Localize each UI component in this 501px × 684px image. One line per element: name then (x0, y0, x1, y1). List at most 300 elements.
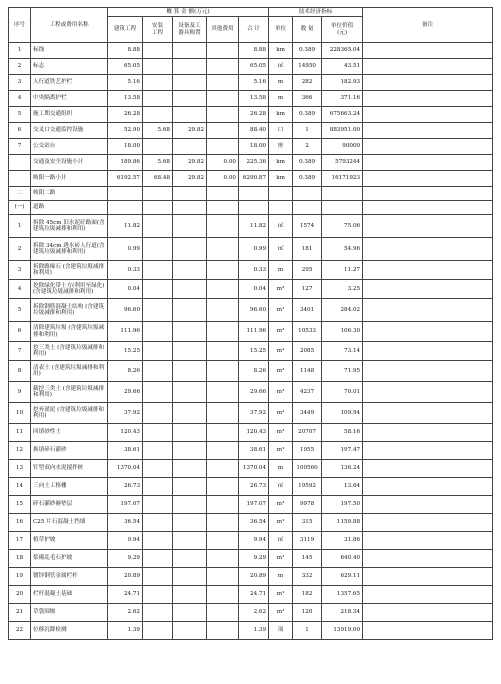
equipment-cell (173, 361, 207, 382)
other-cell (207, 514, 239, 532)
equipment-cell (173, 59, 207, 75)
name-cell: 钉型双向水泥搅拌桩 (31, 460, 108, 478)
unit-value-cell: 70.01 (322, 382, 363, 403)
remark-cell (363, 139, 493, 155)
unit-cell: m (269, 568, 293, 586)
unit-value-cell: 43.51 (322, 59, 363, 75)
installation-cell (143, 299, 173, 322)
other-cell (207, 568, 239, 586)
remark-cell (363, 460, 493, 478)
unit-value-cell: 106.30 (322, 322, 363, 342)
quantity-cell: 19592 (293, 478, 322, 496)
total-cell: 88.40 (239, 123, 269, 139)
construction-cell: 8.26 (108, 361, 143, 382)
equipment-cell (173, 622, 207, 640)
seq-cell (9, 171, 31, 187)
equipment-cell (173, 496, 207, 514)
remark-cell (363, 238, 493, 261)
unit-cell: m³ (269, 514, 293, 532)
seq-cell: 6 (9, 322, 31, 342)
equipment-cell (173, 442, 207, 460)
seq-cell: 21 (9, 604, 31, 622)
remark-cell (363, 187, 493, 201)
quantity-cell: 3449 (293, 403, 322, 424)
equipment-cell (173, 215, 207, 238)
quantity-cell: 0.389 (293, 107, 322, 123)
remark-cell (363, 155, 493, 171)
equipment-cell (173, 342, 207, 361)
installation-cell (143, 550, 173, 568)
table-row (9, 424, 493, 442)
unit-cell: ㎡ (269, 59, 293, 75)
total-cell: 225.36 (239, 155, 269, 171)
construction-cell: 26.73 (108, 478, 143, 496)
table-row (9, 139, 493, 155)
installation-cell (143, 59, 173, 75)
construction-cell: 18.00 (108, 139, 143, 155)
equipment-cell: 29.82 (173, 171, 207, 187)
remark-cell (363, 442, 493, 460)
construction-cell: 26.28 (108, 107, 143, 123)
other-cell (207, 460, 239, 478)
equipment-cell (173, 460, 207, 478)
table-row (9, 201, 493, 215)
header-installation: 安装 工程 (143, 17, 173, 43)
unit-cell: ㎡ (269, 532, 293, 550)
other-cell (207, 187, 239, 201)
seq-cell: 16 (9, 514, 31, 532)
header-indicator-group: 技术经济指标 (269, 8, 363, 17)
quantity-cell: 2085 (293, 342, 322, 361)
installation-cell: 5.68 (143, 123, 173, 139)
equipment-cell (173, 201, 207, 215)
unit-cell: m³ (269, 382, 293, 403)
total-cell: 1370.04 (239, 460, 269, 478)
unit-value-cell: 58.16 (322, 424, 363, 442)
total-cell: 111.96 (239, 322, 269, 342)
remark-cell (363, 361, 493, 382)
name-cell: 拆除钢筋混凝土结构 (含建筑垃圾减排和利用) (31, 299, 108, 322)
installation-cell: 5.68 (143, 155, 173, 171)
equipment-cell (173, 299, 207, 322)
header-total: 合 计 (239, 17, 269, 43)
remark-cell (363, 382, 493, 403)
quantity-cell: 1148 (293, 361, 322, 382)
seq-cell: 4 (9, 91, 31, 107)
header-budget-group: 概 算 金 额(万元) (108, 8, 269, 17)
unit-value-cell: 284.02 (322, 299, 363, 322)
total-cell: 15.25 (239, 342, 269, 361)
name-cell: 交通及安全设施小计 (31, 155, 108, 171)
remark-cell (363, 514, 493, 532)
quantity-cell: 315 (293, 514, 322, 532)
unit-value-cell (322, 187, 363, 201)
name-cell: 挖弃淤泥 (含建筑垃圾减排和利用) (31, 403, 108, 424)
name-cell: 镀锌钢管金属栏杆 (31, 568, 108, 586)
other-cell: 0.00 (207, 171, 239, 187)
other-cell (207, 139, 239, 155)
other-cell (207, 442, 239, 460)
unit-cell: m³ (269, 280, 293, 299)
other-cell (207, 496, 239, 514)
installation-cell (143, 187, 173, 201)
seq-cell: 7 (9, 342, 31, 361)
total-cell: 9.94 (239, 532, 269, 550)
name-cell: 中央隔离护栏 (31, 91, 108, 107)
unit-value-cell: 1159.88 (322, 514, 363, 532)
unit-cell: km (269, 155, 293, 171)
remark-cell (363, 201, 493, 215)
table-row (9, 550, 493, 568)
quantity-cell: 0.389 (293, 171, 322, 187)
seq-cell: 20 (9, 586, 31, 604)
quantity-cell: 127 (293, 280, 322, 299)
other-cell (207, 261, 239, 280)
equipment-cell (173, 261, 207, 280)
total-cell: 26.73 (239, 478, 269, 496)
budget-table (8, 7, 493, 640)
equipment-cell (173, 107, 207, 123)
header-unit-value: 单位价值 (元) (322, 17, 363, 43)
other-cell (207, 299, 239, 322)
unit-cell (269, 187, 293, 201)
name-cell: 交叉口交通监控设施 (31, 123, 108, 139)
other-cell (207, 91, 239, 107)
total-cell: 96.60 (239, 299, 269, 322)
name-cell: 施工期交通组织 (31, 107, 108, 123)
unit-cell: m (269, 261, 293, 280)
table-row (9, 568, 493, 586)
name-cell: 公交站台 (31, 139, 108, 155)
construction-cell: 189.86 (108, 155, 143, 171)
quantity-cell: 3119 (293, 532, 322, 550)
equipment-cell (173, 91, 207, 107)
remark-cell (363, 550, 493, 568)
total-cell: 20.89 (239, 568, 269, 586)
unit-value-cell: 5793244 (322, 155, 363, 171)
other-cell (207, 532, 239, 550)
installation-cell (143, 280, 173, 299)
seq-cell: 11 (9, 424, 31, 442)
table-row (9, 107, 493, 123)
table-row (9, 280, 493, 299)
construction-cell: 36.54 (108, 514, 143, 532)
installation-cell (143, 514, 173, 532)
installation-cell (143, 91, 173, 107)
unit-value-cell: 883951.00 (322, 123, 363, 139)
remark-cell (363, 299, 493, 322)
unit-cell (269, 201, 293, 215)
total-cell: 120.43 (239, 424, 269, 442)
name-cell: 截挖三类土 (含建筑垃圾减排和利用) (31, 382, 108, 403)
construction-cell: 38.61 (108, 442, 143, 460)
unit-cell: m³ (269, 403, 293, 424)
unit-cell: m (269, 91, 293, 107)
unit-cell: m³ (269, 442, 293, 460)
construction-cell: 197.07 (108, 496, 143, 514)
table-row (9, 91, 493, 107)
equipment-cell (173, 478, 207, 496)
unit-value-cell: 228365.04 (322, 43, 363, 59)
table-row (9, 403, 493, 424)
equipment-cell (173, 568, 207, 586)
name-cell: 换填碎石灌砂 (31, 442, 108, 460)
equipment-cell (173, 280, 207, 299)
seq-cell: 3 (9, 75, 31, 91)
table-row (9, 299, 493, 322)
table-row (9, 586, 493, 604)
equipment-cell: 29.82 (173, 123, 207, 139)
total-cell: 38.61 (239, 442, 269, 460)
unit-value-cell: 71.95 (322, 361, 363, 382)
header-row-top (9, 8, 493, 17)
unit-cell: km (269, 107, 293, 123)
remark-cell (363, 43, 493, 59)
unit-cell: m³ (269, 424, 293, 442)
equipment-cell: 29.82 (173, 155, 207, 171)
name-cell: 拆除 45cm 旧水泥砼路面(含建筑垃圾减排和利用) (31, 215, 108, 238)
header-other: 其他费用 (207, 17, 239, 43)
unit-cell: 座 (269, 139, 293, 155)
table-row (9, 342, 493, 361)
name-cell: 岐阳一路小计 (31, 171, 108, 187)
total-cell: 1.39 (239, 622, 269, 640)
unit-value-cell: 182.93 (322, 75, 363, 91)
seq-cell: 12 (9, 442, 31, 460)
remark-cell (363, 424, 493, 442)
other-cell (207, 215, 239, 238)
seq-cell: 1 (9, 43, 31, 59)
seq-cell: 10 (9, 403, 31, 424)
construction-cell: 1370.04 (108, 460, 143, 478)
seq-cell: 7 (9, 139, 31, 155)
total-cell: 36.54 (239, 514, 269, 532)
other-cell (207, 550, 239, 568)
unit-cell: km (269, 43, 293, 59)
installation-cell (143, 382, 173, 403)
name-cell: 标线 (31, 43, 108, 59)
seq-cell: 19 (9, 568, 31, 586)
quantity-cell: 0.389 (293, 43, 322, 59)
quantity-cell: 332 (293, 568, 322, 586)
table-row (9, 514, 493, 532)
header-unit: 单位 (269, 17, 293, 43)
unit-cell: m (269, 460, 293, 478)
seq-cell: 4 (9, 280, 31, 299)
unit-cell: m³ (269, 496, 293, 514)
name-cell: 回填砂性土 (31, 424, 108, 442)
unit-cell: ㎡ (269, 238, 293, 261)
total-cell (239, 201, 269, 215)
quantity-cell: 366 (293, 91, 322, 107)
quantity-cell: 0.389 (293, 155, 322, 171)
installation-cell (143, 238, 173, 261)
header-seq: 序号 (9, 8, 31, 43)
table-row (9, 171, 493, 187)
total-cell: 65.05 (239, 59, 269, 75)
table-row (9, 322, 493, 342)
other-cell (207, 361, 239, 382)
unit-value-cell: 629.11 (322, 568, 363, 586)
other-cell (207, 322, 239, 342)
unit-value-cell: 11.27 (322, 261, 363, 280)
name-cell: 清表土 (含建筑垃圾减排和利用) (31, 361, 108, 382)
table-row (9, 532, 493, 550)
construction-cell: 11.82 (108, 215, 143, 238)
equipment-cell (173, 550, 207, 568)
unit-value-cell: 54.96 (322, 238, 363, 261)
other-cell (207, 107, 239, 123)
name-cell: 栏杆混凝土基础 (31, 586, 108, 604)
quantity-cell: 14950 (293, 59, 322, 75)
construction-cell: 20.89 (108, 568, 143, 586)
construction-cell: 15.25 (108, 342, 143, 361)
table-row (9, 478, 493, 496)
seq-cell: 13 (9, 460, 31, 478)
total-cell: 29.66 (239, 382, 269, 403)
name-cell: C25 片石混凝土挡墙 (31, 514, 108, 532)
name-cell: 拆除路缘石 (含建筑垃圾减排和利用) (31, 261, 108, 280)
other-cell (207, 43, 239, 59)
name-cell: 人行道铁艺护栏 (31, 75, 108, 91)
name-cell: 植草护坡 (31, 532, 108, 550)
unit-cell: m³ (269, 322, 293, 342)
unit-value-cell: 640.40 (322, 550, 363, 568)
total-cell: 24.71 (239, 586, 269, 604)
table-row (9, 622, 493, 640)
total-cell: 8.88 (239, 43, 269, 59)
other-cell (207, 622, 239, 640)
total-cell: 0.33 (239, 261, 269, 280)
total-cell: 8.26 (239, 361, 269, 382)
installation-cell (143, 604, 173, 622)
quantity-cell: 1 (293, 123, 322, 139)
construction-cell (108, 187, 143, 201)
equipment-cell (173, 238, 207, 261)
table-row (9, 460, 493, 478)
unit-value-cell: 218.34 (322, 604, 363, 622)
remark-cell (363, 322, 493, 342)
construction-cell: 8.88 (108, 43, 143, 59)
quantity-cell: 1574 (293, 215, 322, 238)
remark-cell (363, 107, 493, 123)
other-cell: 0.00 (207, 155, 239, 171)
installation-cell (143, 478, 173, 496)
quantity-cell: 282 (293, 75, 322, 91)
quantity-cell: 1955 (293, 442, 322, 460)
installation-cell (143, 261, 173, 280)
unit-value-cell: 109.94 (322, 403, 363, 424)
table-row (9, 261, 493, 280)
total-cell: 2.62 (239, 604, 269, 622)
unit-cell: m³ (269, 604, 293, 622)
name-cell: 拆除 34cm 透水砖人行道(含建筑垃圾减排和利用) (31, 238, 108, 261)
construction-cell: 24.71 (108, 586, 143, 604)
installation-cell (143, 442, 173, 460)
name-cell: 位移沉降检测 (31, 622, 108, 640)
quantity-cell: 182 (293, 586, 322, 604)
remark-cell (363, 75, 493, 91)
unit-value-cell: 13.64 (322, 478, 363, 496)
table-row (9, 155, 493, 171)
equipment-cell (173, 604, 207, 622)
unit-value-cell: 136.24 (322, 460, 363, 478)
total-cell: 5.16 (239, 75, 269, 91)
unit-value-cell: 197.47 (322, 442, 363, 460)
table-row (9, 187, 493, 201)
total-cell: 18.00 (239, 139, 269, 155)
equipment-cell (173, 382, 207, 403)
equipment-cell (173, 532, 207, 550)
total-cell: 13.58 (239, 91, 269, 107)
total-cell: 0.99 (239, 238, 269, 261)
seq-cell: 18 (9, 550, 31, 568)
name-cell: 浆砌乱毛石护坡 (31, 550, 108, 568)
table-row (9, 59, 493, 75)
unit-value-cell: 31.86 (322, 532, 363, 550)
seq-cell: 3 (9, 261, 31, 280)
construction-cell: 52.90 (108, 123, 143, 139)
quantity-cell: 295 (293, 261, 322, 280)
table-row (9, 361, 493, 382)
quantity-cell: 20707 (293, 424, 322, 442)
installation-cell (143, 342, 173, 361)
installation-cell (143, 460, 173, 478)
header-construction: 建筑工程 (108, 17, 143, 43)
installation-cell (143, 322, 173, 342)
remark-cell (363, 215, 493, 238)
remark-cell (363, 622, 493, 640)
seq-cell: 2 (9, 238, 31, 261)
quantity-cell: 9978 (293, 496, 322, 514)
unit-cell: km (269, 171, 293, 187)
table-row (9, 496, 493, 514)
remark-cell (363, 604, 493, 622)
installation-cell (143, 496, 173, 514)
name-cell: 道路 (31, 201, 108, 215)
construction-cell: 65.05 (108, 59, 143, 75)
construction-cell: 6192.57 (108, 171, 143, 187)
installation-cell (143, 568, 173, 586)
installation-cell (143, 75, 173, 91)
unit-value-cell: 13919.00 (322, 622, 363, 640)
unit-cell: ㎡ (269, 478, 293, 496)
other-cell (207, 280, 239, 299)
construction-cell: 2.62 (108, 604, 143, 622)
unit-cell: ㎡ (269, 215, 293, 238)
quantity-cell: 181 (293, 238, 322, 261)
remark-cell (363, 59, 493, 75)
unit-value-cell: 90000 (322, 139, 363, 155)
seq-cell: 1 (9, 215, 31, 238)
installation-cell (143, 107, 173, 123)
header-equipment: 设备及工 器具购置 (173, 17, 207, 43)
seq-cell: 6 (9, 123, 31, 139)
unit-value-cell: 1357.65 (322, 586, 363, 604)
seq-cell: 9 (9, 382, 31, 403)
name-cell: 挖三类土 (含建筑垃圾减排和利用) (31, 342, 108, 361)
construction-cell (108, 201, 143, 215)
construction-cell: 29.66 (108, 382, 143, 403)
construction-cell: 96.60 (108, 299, 143, 322)
remark-cell (363, 532, 493, 550)
seq-cell: 5 (9, 299, 31, 322)
unit-cell: m³ (269, 361, 293, 382)
construction-cell: 111.96 (108, 322, 143, 342)
other-cell (207, 382, 239, 403)
other-cell (207, 201, 239, 215)
name-cell: 岐阳二路 (31, 187, 108, 201)
